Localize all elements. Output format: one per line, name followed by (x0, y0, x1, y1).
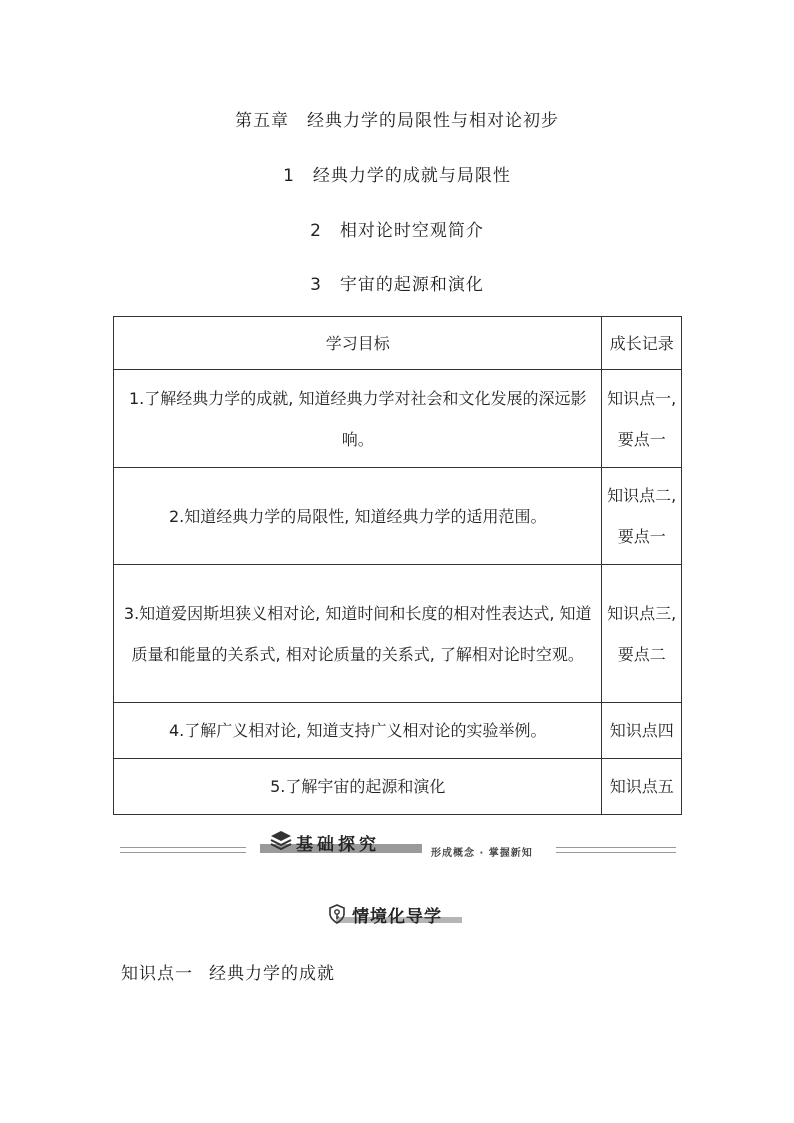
goal-cell: 1.了解经典力学的成就, 知道经典力学对社会和文化发展的深远影响。 (114, 370, 602, 468)
record-cell: 知识点四 (602, 703, 682, 759)
section-heading (0, 270, 794, 295)
table-row (114, 759, 682, 815)
chapter-heading (0, 106, 794, 131)
banner-rule-left (120, 847, 246, 853)
knowledge-point-heading (121, 959, 335, 984)
banner-title: 基础探究 (296, 835, 380, 855)
goal-cell: 3.知道爱因斯坦狭义相对论, 知道时间和长度的相对性表达式, 知道质量和能量的关系式, 相对论质量的关系式, 了解相对论时空观。 (114, 565, 602, 703)
section-title: 宇宙的起源和演化 (339, 275, 484, 295)
table-row (114, 703, 682, 759)
record-cell: 知识点五 (602, 759, 682, 815)
chapter-title: 经典力学的局限性与相对论初步 (307, 111, 559, 131)
chapter-number: 第五章 (235, 111, 289, 131)
goal-cell: 5.了解宇宙的起源和演化 (114, 759, 602, 815)
goal-cell: 4.了解广义相对论, 知道支持广义相对论的实验举例。 (114, 703, 602, 759)
knowledge-point-label: 知识点一 (121, 964, 193, 984)
learning-goals-table (113, 316, 682, 815)
record-cell: 知识点三,要点二 (602, 565, 682, 703)
section-title: 经典力学的成就与局限性 (312, 166, 511, 186)
subsection-banner (328, 900, 468, 926)
section-number: 3 (310, 275, 322, 295)
table-row (114, 468, 682, 565)
section-title: 相对论时空观简介 (339, 221, 484, 241)
subsection-title: 情境化导学 (352, 907, 442, 927)
section-heading (0, 161, 794, 186)
banner-rule-right (556, 847, 676, 853)
record-cell: 知识点一,要点一 (602, 370, 682, 468)
record-cell: 知识点二,要点一 (602, 468, 682, 565)
column-header-goal: 学习目标 (114, 317, 602, 370)
section-heading (0, 216, 794, 241)
banner-subtitle: 形成概念 · 掌握新知 (431, 848, 533, 859)
column-header-record: 成长记录 (602, 317, 682, 370)
section-number: 2 (310, 221, 322, 241)
layers-icon (270, 830, 292, 850)
section-number: 1 (283, 166, 295, 186)
table-row (114, 370, 682, 468)
section-banner (120, 826, 680, 862)
knowledge-point-title: 经典力学的成就 (209, 964, 335, 984)
goal-cell: 2.知道经典力学的局限性, 知道经典力学的适用范围。 (114, 468, 602, 565)
table-row (114, 565, 682, 703)
key-shield-icon (328, 904, 346, 924)
table-header-row (114, 317, 682, 370)
